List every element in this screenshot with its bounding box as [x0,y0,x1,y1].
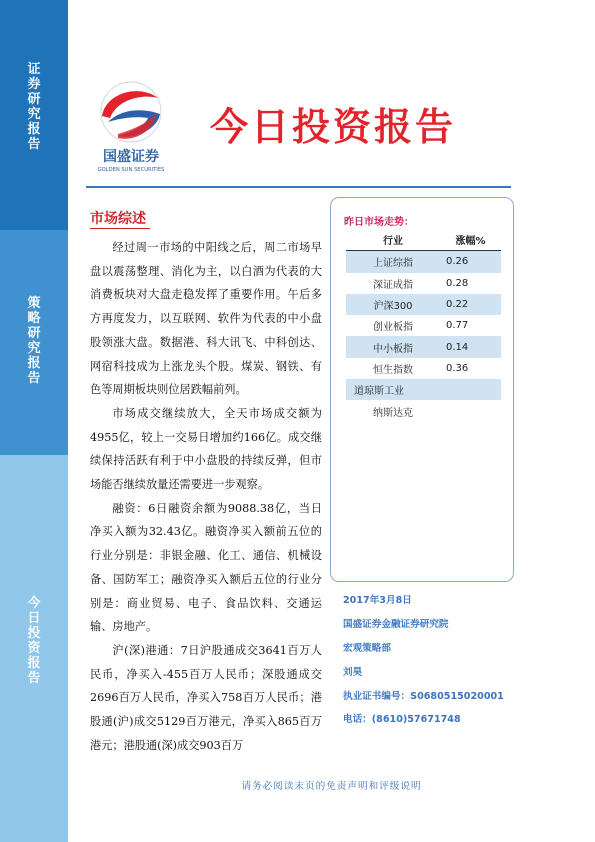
logo-text: 国盛证券 [103,149,159,165]
logo-subtext: GOLDEN SUN SECURITIES [97,167,165,173]
index-name: 中小板指 [346,336,440,357]
index-change: 0.22 [440,294,501,315]
report-date: 2017年3月8日 [343,595,412,606]
index-name: 深证成指 [373,279,413,291]
index-change: 0.26 [440,251,501,273]
index-change: 0.36 [446,362,469,374]
footer-disclaimer: 请务必阅读末页的免责声明和评级说明 [241,781,422,792]
index-name: 恒生指数 [373,364,413,376]
author-name: 刘昊 [343,667,363,678]
table-row [346,336,501,357]
paragraph-turnover: 市场成交继续放大，全天市场成交额为4955亿，较上一交易日增加约166亿。成交继续保持活跃有利于中小盘股的持续反弹，但市场能否继续放量还需要进一步观察。 [90,406,322,492]
logo-emblem-icon [88,78,174,174]
sidebar-label-daily-report: 今日投资报告 [27,596,41,686]
table-row [346,315,501,336]
index-change [440,379,501,400]
column-header-change: 涨幅% [440,229,501,251]
index-change: 0.14 [440,336,501,357]
table-row [346,400,501,421]
company-logo [88,78,174,174]
table-row [346,294,501,315]
market-trend-title: 昨日市场走势： [344,217,414,228]
table-row [346,251,501,273]
license-number: 执业证书编号：S0680515020001 [343,691,504,702]
table-row [346,273,501,294]
paragraph-margin-financing: 融资：6日融资余额为9088.38亿，当日净买入额为32.43亿。融资净买入额前五位的行业分别是：非银金融、化工、通信、机械设备、国防军工；融资净买入额后五位的行业分别是：商业贸易、电子、食品饮料、交通运输、房地产。 [90,501,322,634]
paragraph-market-overview: 经过周一市场的中阳线之后，周二市场早盘以震荡整理、消化为主，以白酒为代表的大消费板块对大盘走稳发挥了重要作用。午后多方再度发力，以互联网、软件为代表的中小盘股领涨大盘。数据港、科大讯飞、中科创达、网宿科技成为上涨龙头个股。煤炭、钢铁、有色等周期板块则位居跌幅前列。 [90,241,322,397]
sidebar-label-strategy-research: 策略研究报告 [27,296,41,386]
index-name: 沪深300 [346,294,440,315]
table-row [346,358,501,379]
market-index-table [346,229,501,422]
table-row [346,379,501,400]
page-title: 今日投资报告 [210,104,457,149]
index-name: 道琼斯工业 [346,379,440,400]
table-header-row [346,229,501,251]
sidebar-label-securities-research: 证券研究报告 [27,62,41,152]
department: 宏观策略部 [343,643,391,654]
section-title-underline [90,228,150,229]
index-change: 0.77 [446,320,469,332]
sidebar [0,0,68,842]
index-name: 上证综指 [346,251,440,273]
research-institute: 国盛证券金融证券研究院 [343,619,449,630]
paragraph-stock-connect: 沪(深)港通：7日沪股通成交3641百万人民币，净买入-455百万人民币；深股通成交2696百万人民币，净买入758百万人民币；港股通(沪)成交5129百万港元，净买入865百万港元；港股通(深)成交903百万 [90,643,322,752]
column-header-sector: 行业 [346,229,440,251]
header-divider [86,186,511,188]
section-title: 市场综述 [90,211,146,227]
market-summary-body [90,236,322,757]
phone-number: 电话：(8610)57671748 [343,714,461,725]
index-change [440,400,501,421]
index-name: 纳斯达克 [373,407,413,419]
index-name: 创业板指 [373,322,413,334]
index-change: 0.28 [446,277,469,289]
